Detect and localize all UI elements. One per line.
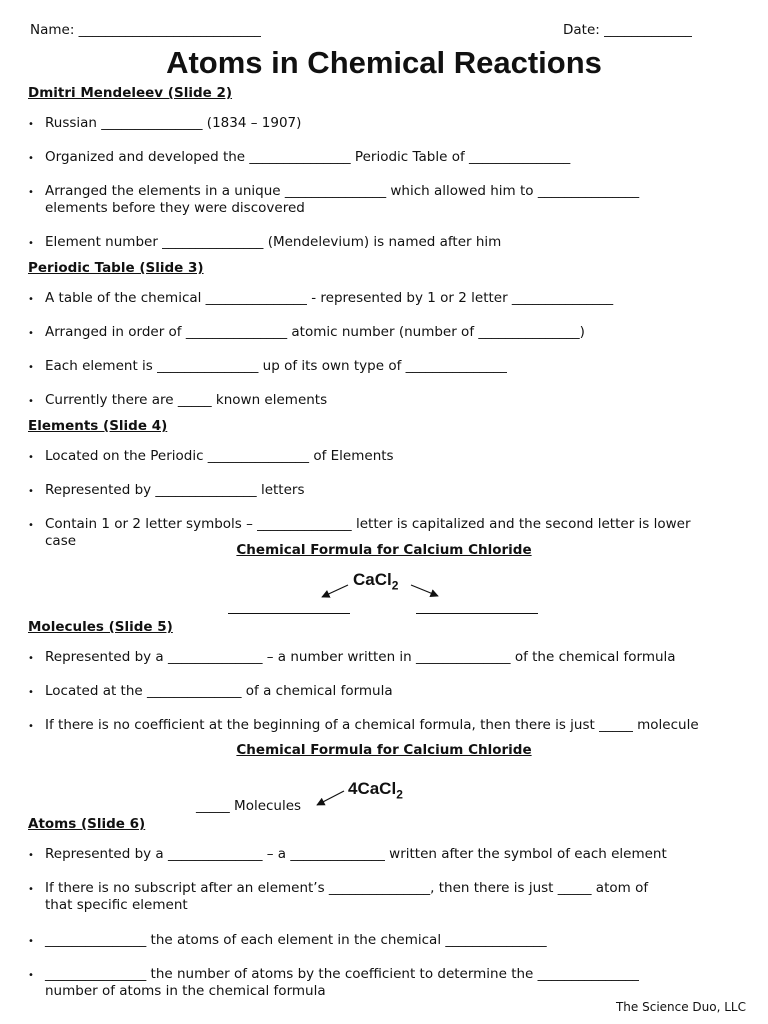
- diagram-heading-calcium-chloride: Chemical Formula for Calcium Chloride: [236, 542, 532, 558]
- diagram-heading-calcium-chloride-2: Chemical Formula for Calcium Chloride: [236, 742, 532, 758]
- arrow-molecules: [317, 791, 344, 805]
- name-field-label: Name: ___________________________: [30, 22, 261, 38]
- arrow-right: [411, 585, 438, 596]
- section-heading-elements: Elements (Slide 4): [28, 418, 168, 434]
- formula-4cacl2: 4CaCl$_2$: [348, 779, 403, 802]
- page-title: Atoms in Chemical Reactions: [166, 45, 602, 80]
- footer-credit: The Science Duo, LLC: [615, 1000, 746, 1014]
- date-field-label: Date: _____________: [563, 22, 692, 38]
- arrow-left: [322, 585, 348, 597]
- section-heading-mendeleev: Dmitri Mendeleev (Slide 2): [28, 85, 233, 101]
- answer-blank-right[interactable]: [416, 613, 538, 614]
- molecules-label: _____ Molecules: [196, 798, 302, 814]
- section-heading-molecules: Molecules (Slide 5): [28, 619, 173, 635]
- formula-cacl2: CaCl$_2$: [353, 570, 399, 593]
- answer-blank-left[interactable]: [228, 613, 350, 614]
- section-heading-periodic-table: Periodic Table (Slide 3): [28, 260, 204, 276]
- section-heading-atoms: Atoms (Slide 6): [28, 816, 146, 832]
